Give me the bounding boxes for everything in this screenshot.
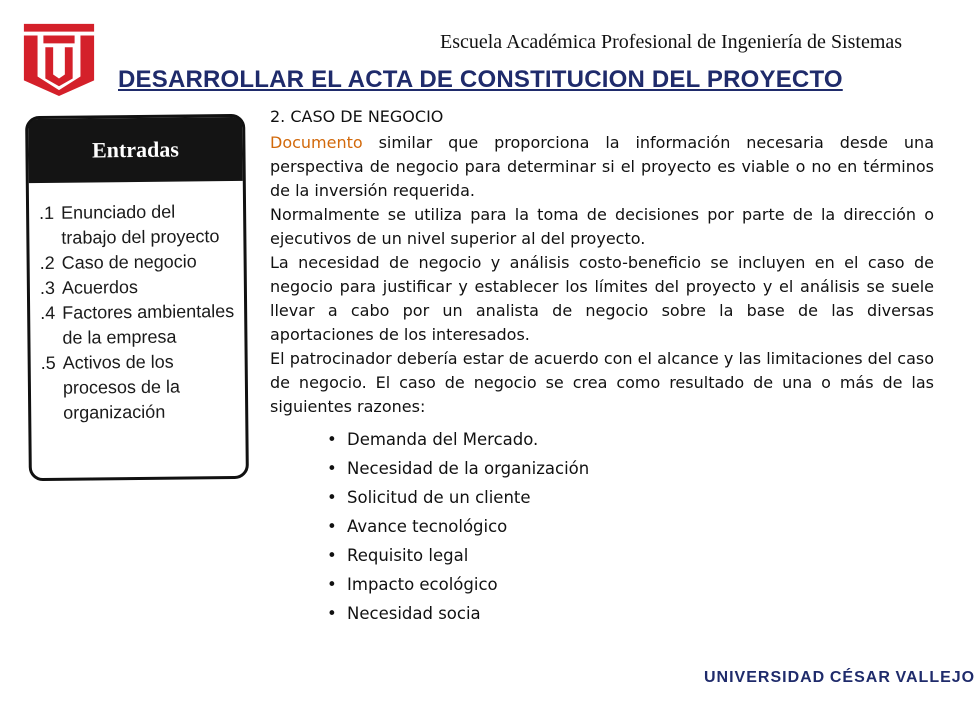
- bullet-icon: •: [327, 488, 337, 507]
- page-title: DESARROLLAR EL ACTA DE CONSTITUCION DEL PROYECTO: [118, 66, 843, 93]
- list-item: • Impacto ecológico: [327, 570, 934, 599]
- main-content: [270, 105, 934, 628]
- paragraph-need: La necesidad de negocio y análisis costo-beneficio se incluyen en el caso de negocio para justificar y establecer los límites del proyecto y el análisis se suele llevar a cabo por un analista de negocio sobre la base de las diversas aportaciones de los interesados.: [270, 253, 934, 344]
- school-name: Escuela Académica Profesional de Ingeniería de Sistemas: [440, 31, 903, 53]
- bullet-icon: •: [327, 546, 337, 565]
- list-item: .2 Caso de negocio: [39, 251, 197, 274]
- list-item: .4 Factores ambientales de la empresa: [40, 300, 235, 348]
- reasons-list: [327, 425, 934, 628]
- entradas-heading: Entradas: [28, 117, 243, 183]
- bullet-icon: •: [327, 430, 337, 449]
- ucv-logo-icon: [20, 18, 98, 96]
- bullet-icon: •: [327, 459, 337, 478]
- paragraph-definition: Documento similar que proporciona la información necesaria desde una perspectiva de negocio para determinar si el proyecto es viable o no en términos de la inversión requerida.: [270, 133, 934, 200]
- university-name: UNIVERSIDAD CÉSAR VALLEJO: [704, 669, 975, 686]
- list-item: .3 Acuerdos: [39, 276, 139, 299]
- highlight-term: Documento: [270, 133, 363, 152]
- list-item: • Necesidad socia: [327, 599, 934, 628]
- list-item: • Necesidad de la organización: [327, 454, 934, 483]
- list-item: .1 Enunciado del trabajo del proyecto: [39, 201, 220, 248]
- bullet-icon: •: [327, 517, 337, 536]
- bullet-icon: •: [327, 575, 337, 594]
- list-item: • Solicitud de un cliente: [327, 483, 934, 512]
- list-item: • Demanda del Mercado.: [327, 425, 934, 454]
- list-item: • Avance tecnológico: [327, 512, 934, 541]
- bullet-icon: •: [327, 604, 337, 623]
- paragraph-usage: Normalmente se utiliza para la toma de decisiones por parte de la dirección o ejecutivos de un nivel superior al del proyecto.: [270, 205, 934, 248]
- entradas-list: [29, 199, 245, 426]
- university-logo: [694, 650, 975, 706]
- section-heading: 2. CASO DE NEGOCIO: [270, 107, 444, 126]
- list-item: .5 Activos de los procesos de la organización: [40, 351, 181, 423]
- list-item: • Requisito legal: [327, 541, 934, 570]
- entradas-panel: [25, 114, 249, 481]
- paragraph-sponsor: El patrocinador debería estar de acuerdo con el alcance y las limitaciones del caso de negocio. El caso de negocio se crea como resultado de una o más de las siguientes razones:: [270, 349, 934, 416]
